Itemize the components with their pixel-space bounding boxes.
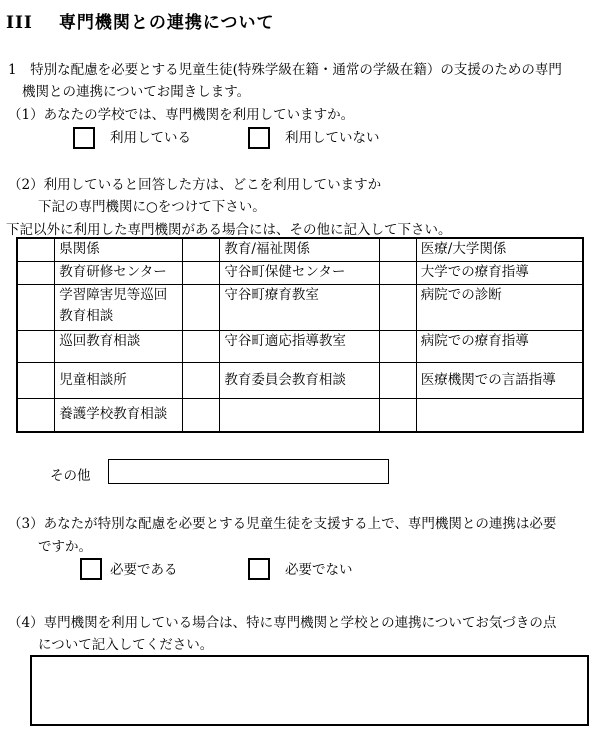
table-row (17, 261, 583, 284)
q3-yes-label: 必要である (110, 562, 178, 578)
q3-no-checkbox[interactable] (248, 558, 270, 580)
section-title: 専門機関との連携について (58, 13, 275, 33)
table-row (17, 238, 583, 261)
q1-yes-label: 利用している (110, 130, 191, 146)
table-cell: 医療機関での言語指導 (416, 362, 583, 398)
table-cell: 守谷町適応指導教室 (220, 330, 379, 362)
table-cell: 守谷町療育教室 (220, 284, 379, 330)
mark-cell[interactable] (379, 261, 416, 284)
q2-label: （2）利用していると回答した方は、どこを利用していますか (8, 177, 382, 193)
table-cell: 学習障害児等巡回教育相談 (55, 284, 183, 330)
table-header-cell: 教育/福祉関係 (220, 238, 379, 261)
mark-cell[interactable] (379, 330, 416, 362)
intro-line-2: 機関との連携についてお聞きします。 (22, 84, 251, 100)
table-cell: 教育委員会教育相談 (220, 362, 379, 398)
q3-yes-checkbox[interactable] (80, 558, 102, 580)
intro-line-1: 1 特別な配慮を必要とする児童生徒(特殊学級在籍・通常の学級在籍）の支援のための専門 (8, 62, 562, 78)
mark-cell[interactable] (17, 398, 55, 432)
mark-cell[interactable] (183, 261, 220, 284)
section-heading (6, 8, 275, 33)
mark-cell[interactable] (17, 362, 55, 398)
section-number: III (6, 13, 33, 33)
table-cell: 教育研修センター (55, 261, 183, 284)
table-row (17, 284, 583, 330)
table-row (17, 398, 583, 432)
table-cell: 児童相談所 (55, 362, 183, 398)
mark-cell[interactable] (379, 398, 416, 432)
q4-label-line-2: について記入してください。 (38, 637, 214, 653)
mark-cell[interactable] (379, 238, 416, 261)
table-cell: 病院での療育指導 (416, 330, 583, 362)
mark-cell[interactable] (183, 362, 220, 398)
q1-label: （1）あなたの学校では、専門機関を利用していますか。 (8, 107, 355, 123)
mark-cell[interactable] (183, 330, 220, 362)
q3-no-label: 必要でない (285, 562, 353, 578)
mark-cell[interactable] (17, 284, 55, 330)
mark-cell[interactable] (183, 398, 220, 432)
table-cell (416, 398, 583, 432)
q1-yes-checkbox[interactable] (73, 127, 95, 149)
mark-cell[interactable] (183, 238, 220, 261)
q4-answer-textarea[interactable] (30, 655, 589, 726)
other-input[interactable] (108, 459, 389, 484)
q1-no-label: 利用していない (285, 130, 380, 146)
q4-label-line-1: （4）専門機関を利用している場合は、特に専門機関と学校との連携についてお気づきの点 (8, 615, 557, 631)
table-header-cell: 県関係 (55, 238, 183, 261)
mark-cell[interactable] (17, 238, 55, 261)
table-cell: 養護学校教育相談 (55, 398, 183, 432)
mark-cell[interactable] (17, 330, 55, 362)
mark-cell[interactable] (379, 284, 416, 330)
table-cell: 病院での診断 (416, 284, 583, 330)
q2-note: 下記以外に利用した専門機関がある場合には、その他に記入して下さい。 (6, 222, 452, 238)
institution-table (16, 237, 584, 433)
table-cell: 大学での療育指導 (416, 261, 583, 284)
mark-cell[interactable] (17, 261, 55, 284)
q1-no-checkbox[interactable] (248, 127, 270, 149)
table-cell: 巡回教育相談 (55, 330, 183, 362)
q2-instruction: 下記の専門機関に○をつけて下さい。 (38, 199, 266, 215)
mark-cell[interactable] (183, 284, 220, 330)
table-row (17, 362, 583, 398)
other-label: その他 (50, 468, 91, 484)
table-cell (220, 398, 379, 432)
table-header-cell: 医療/大学関係 (416, 238, 583, 261)
q3-label-line-1: （3）あなたが特別な配慮を必要とする児童生徒を支援する上で、専門機関との連携は必要 (8, 516, 557, 532)
table-row (17, 330, 583, 362)
table-cell: 守谷町保健センター (220, 261, 379, 284)
mark-cell[interactable] (379, 362, 416, 398)
q3-label-line-2: ですか。 (38, 539, 92, 555)
